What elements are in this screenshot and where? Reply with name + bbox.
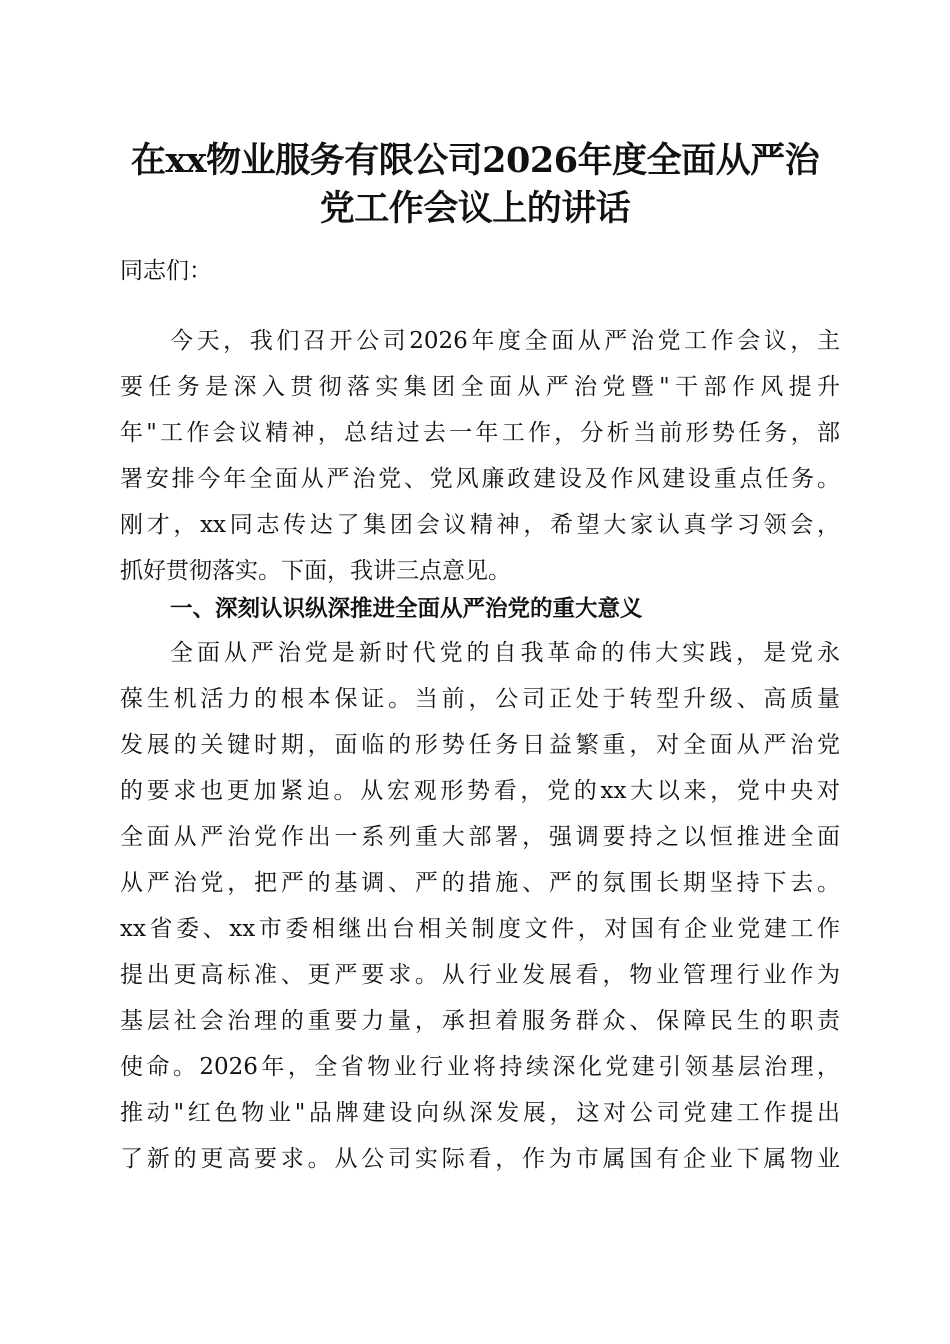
salutation: 同志们： <box>120 258 212 284</box>
paragraph-1-line: 年"工作会议精神，总结过去一年工作，分析当前形势任务，部 <box>120 420 840 446</box>
paragraph-1-line: 刚才，xx同志传达了集团会议精神，希望大家认真学习领会， <box>120 512 840 538</box>
paragraph-2-line: 全面从严治党作出一系列重大部署，强调要持之以恒推进全面 <box>120 824 840 850</box>
section-heading-1: 一、深刻认识纵深推进全面从严治党的重大意义 <box>170 596 643 622</box>
paragraph-2-line: xx省委、xx市委相继出台相关制度文件，对国有企业党建工作 <box>120 916 840 942</box>
paragraph-2-line: 了新的更高要求。从公司实际看，作为市属国有企业下属物业 <box>120 1146 840 1172</box>
document-title-line-2: 党工作会议上的讲话 <box>319 188 631 229</box>
paragraph-2-line: 推动"红色物业"品牌建设向纵深发展，这对公司党建工作提出 <box>120 1100 840 1126</box>
paragraph-2-line: 提出更高标准、更严要求。从行业发展看，物业管理行业作为 <box>120 962 840 988</box>
paragraph-2-line: 的要求也更加紧迫。从宏观形势看，党的xx大以来，党中央对 <box>120 778 840 804</box>
paragraph-2-line: 使命。2026年，全省物业行业将持续深化党建引领基层治理， <box>120 1054 840 1080</box>
paragraph-2-line: 基层社会治理的重要力量，承担着服务群众、保障民生的职责 <box>120 1008 840 1034</box>
paragraph-2-line: 发展的关键时期，面临的形势任务日益繁重，对全面从严治党 <box>120 732 840 758</box>
paragraph-1-line: 署安排今年全面从严治党、党风廉政建设及作风建设重点任务。 <box>120 466 840 492</box>
paragraph-2-line: 从严治党，把严的基调、严的措施、严的氛围长期坚持下去。 <box>120 870 840 896</box>
paragraph-2-line: 全面从严治党是新时代党的自我革命的伟大实践，是党永 <box>170 640 840 666</box>
paragraph-1-line: 今天，我们召开公司2026年度全面从严治党工作会议，主 <box>170 328 840 354</box>
paragraph-2-line: 葆生机活力的根本保证。当前，公司正处于转型升级、高质量 <box>120 686 840 712</box>
paragraph-1-line: 要任务是深入贯彻落实集团全面从严治党暨"干部作风提升 <box>120 374 840 400</box>
document-title-line-1: 在xx物业服务有限公司2026年度全面从严治 <box>130 140 820 181</box>
paragraph-1-line: 抓好贯彻落实。下面，我讲三点意见。 <box>120 558 511 584</box>
